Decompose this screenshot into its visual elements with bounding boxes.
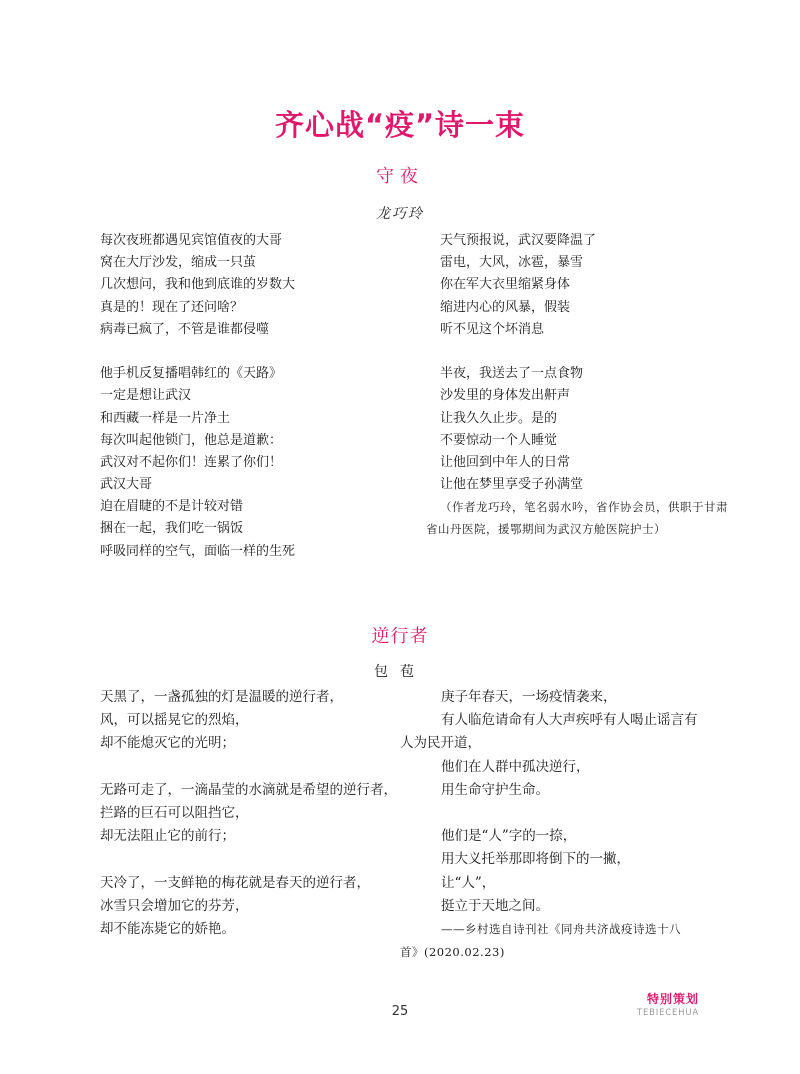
page-number: 25: [391, 1004, 409, 1019]
stanza-gap: [100, 756, 410, 779]
section-tag-en: TEBIECEHUA: [636, 1008, 699, 1018]
source-citation: [400, 918, 730, 964]
poem1-left-column: [100, 230, 400, 563]
poem-line: 挺立于天地之间。: [441, 897, 549, 914]
poem1-title: 守夜: [376, 166, 424, 187]
source-line-1: ——乡村选自诗刊社《同舟共济战疫诗选十八: [441, 921, 681, 936]
poem-line: 听不见这个坏消息: [440, 321, 545, 337]
poem-line: 不要惊动一个人睡觉: [440, 432, 558, 448]
stanza-gap: [400, 802, 730, 825]
poem-line: 拦路的巨石可以阻挡它，: [100, 804, 249, 821]
poem2-left-column: [100, 686, 410, 941]
poem-line: 让他回到中年人的日常: [440, 454, 571, 470]
poem-line: 捆在一起，我们吃一锅饭: [100, 521, 244, 537]
poem-line: 沙发里的身体发出鼾声: [440, 388, 571, 404]
poem-line: 病毒已疯了，不管是谁都侵噬: [100, 321, 270, 337]
poem-line: 让我久久止步。是的: [440, 410, 558, 426]
poem-line: 你在军大衣里缩紧身体: [440, 277, 571, 293]
poem2-right-column: [400, 686, 730, 964]
poem-line: 雷电，大风，冰雹，暴雪: [440, 255, 584, 271]
poem-line: 冰雪只会增加它的芬芳，: [100, 897, 249, 914]
poem-line: 半夜，我送去了一点食物: [440, 366, 584, 382]
poem-line: 窝在大厅沙发，缩成一只茧: [100, 255, 257, 271]
poem-line: 武汉大哥: [100, 477, 153, 493]
poem-line: 和西藏一样是一片净土: [100, 410, 231, 426]
stanza-gap: [100, 848, 410, 871]
author-note-line-1: （作者龙巧玲，笔名弱水吟，省作协会员，供职于甘肃: [440, 500, 728, 515]
poem-line: 天冷了，一支鲜艳的梅花就是春天的逆行者，: [100, 874, 370, 891]
poem-line: 让他在梦里享受子孙满堂: [440, 477, 584, 493]
section-tag: [637, 990, 699, 1018]
poem-line: 迫在眉睫的不是计较对错: [100, 499, 244, 515]
stanza-gap: [100, 341, 400, 363]
poem-line: 一定是想让武汉: [100, 388, 192, 404]
poem-line: 庚子年春天，一场疫情袭来，: [441, 689, 617, 705]
poem-line: 天黑了，一盏孤独的灯是温暖的逆行者，: [100, 689, 343, 705]
poem-line: 人为民开道，: [400, 735, 481, 752]
poem1-author: 龙巧玲: [376, 206, 424, 222]
poem-line: 他们是“人”字的一捺，: [441, 828, 577, 845]
poem-line: 每次叫起他锁门，他总是道歉：: [100, 432, 283, 448]
poem-line: 真是的！现在了还问啥？: [100, 299, 244, 315]
poem2-title: 逆行者: [371, 626, 429, 647]
poem2-author: 包苞: [374, 664, 426, 680]
poem-line: 他手机反复播唱韩红的《天路》: [100, 366, 283, 382]
poem1-right-column: [426, 230, 728, 540]
author-note-line-2: 省山丹医院，援鄂期间为武汉方舱医院护士）: [426, 522, 666, 537]
poem-line: 无路可走了，一滴晶莹的水滴就是希望的逆行者，: [100, 781, 397, 798]
stanza-gap: [440, 341, 700, 363]
poem-line: 缩进内心的风暴，假装: [440, 299, 571, 315]
section-tag-cn: 特别策划: [646, 992, 699, 1006]
poem-line: 用生命守护生命。: [441, 781, 549, 798]
poem-line: 风，可以摇晃它的烈焰，: [100, 712, 249, 729]
poem-line: 他们在人群中孤决逆行，: [441, 758, 590, 775]
poem-line: 让“人”，: [441, 874, 496, 891]
poem-line: 却无法阻止它的前行；: [100, 828, 235, 845]
poem-line: 呼吸同样的空气，面临一样的生死: [100, 543, 296, 559]
page-title: 齐心战“疫”诗一束: [274, 108, 526, 142]
poem-line: 却不能冻毙它的娇艳。: [100, 920, 235, 937]
poem-line: 天气预报说，武汉要降温了: [440, 233, 597, 248]
poem-line: 武汉对不起你们！连累了你们！: [100, 454, 283, 470]
poem-line: 每次夜班都遇见宾馆值夜的大哥: [100, 233, 283, 248]
poem-line: 用大义托举那即将倒下的一撇，: [441, 851, 630, 868]
source-line-2: 首》(2020.02.23): [400, 945, 505, 960]
poem-line: 却不能熄灭它的光明；: [100, 735, 235, 752]
author-note: [426, 496, 728, 540]
poem-line: 几次想问，我和他到底谁的岁数大: [100, 277, 296, 293]
poem-line: 有人临危请命有人大声疾呼有人喝止谣言有: [441, 712, 698, 729]
